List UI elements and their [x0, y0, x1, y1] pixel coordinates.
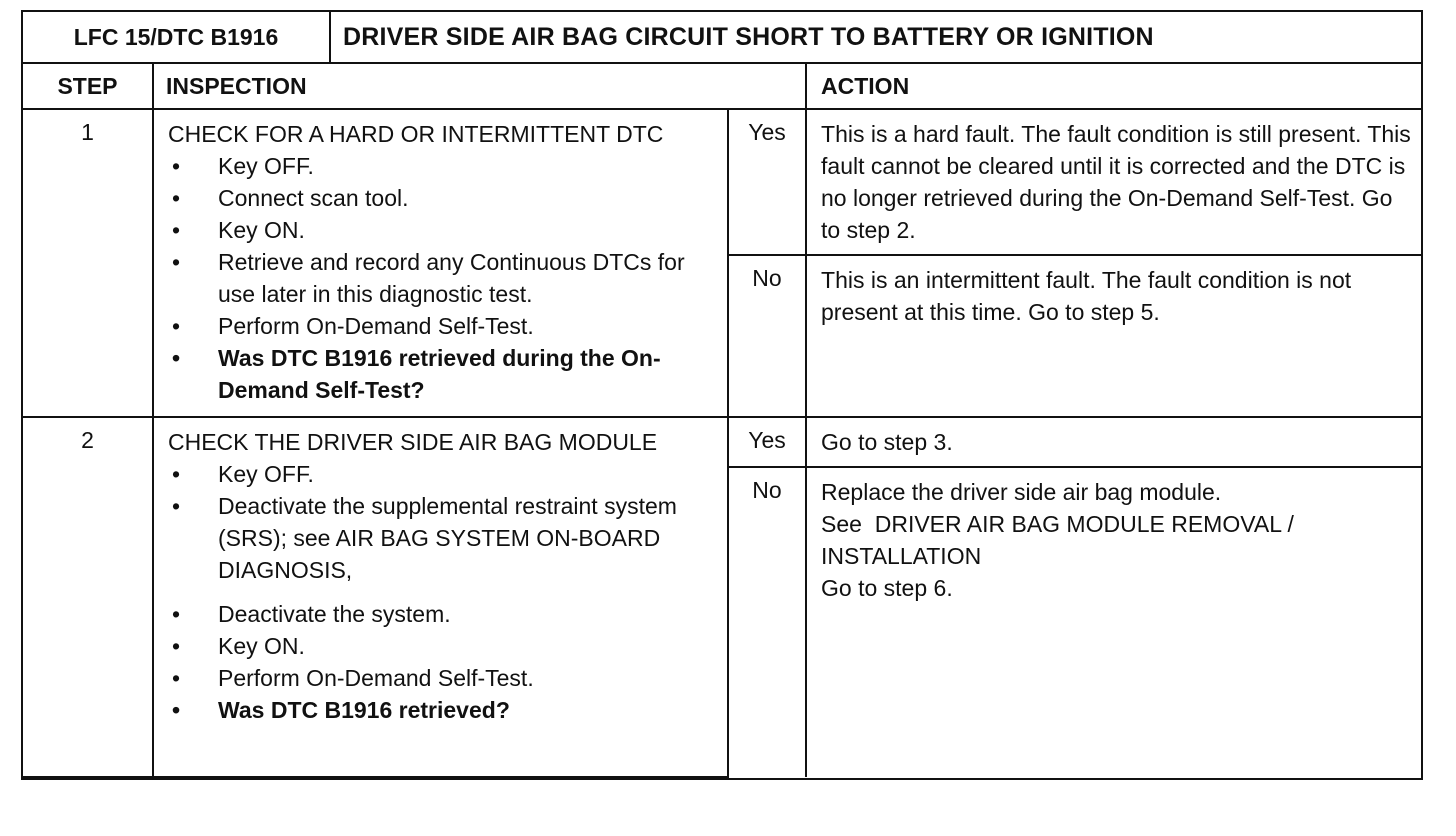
- bullet-item: • Perform On-Demand Self-Test.: [168, 662, 717, 694]
- bullet-item: • Key ON.: [168, 630, 717, 662]
- inspection-bullets: [168, 458, 717, 726]
- no-label: No: [728, 467, 806, 777]
- inspection-column-header: INSPECTION: [153, 64, 806, 109]
- no-label: No: [728, 255, 806, 417]
- yes-action: This is a hard fault. The fault condition is still present. This fault cannot be cleared until it is corrected and the DTC is no longer retrieved during the On-Demand Self-Test. Go to step 2.: [806, 109, 1421, 255]
- steps-table: [23, 64, 1421, 778]
- bullet-question: • Was DTC B1916 retrieved during the On-Demand Self-Test?: [168, 342, 717, 406]
- dtc-code: LFC 15/DTC B1916: [23, 12, 331, 62]
- bullet-item: • Retrieve and record any Continuous DTCs for use later in this diagnostic test.: [168, 246, 717, 310]
- inspection-bullets: [168, 150, 717, 406]
- no-action-line: Go to step 6.: [821, 575, 953, 601]
- no-action: This is an intermittent fault. The fault condition is not present at this time. Go to step 5.: [806, 255, 1421, 417]
- bullet-item: • Deactivate the supplemental restraint system (SRS); see AIR BAG SYSTEM ON-BOARD DIAGNOSIS,: [168, 490, 717, 586]
- step-2-inspection: [153, 417, 728, 777]
- no-action-reference: See DRIVER AIR BAG MODULE REMOVAL / INSTALLATION: [821, 511, 1301, 569]
- yes-label: Yes: [728, 109, 806, 255]
- dtc-title: DRIVER SIDE AIR BAG CIRCUIT SHORT TO BATTERY OR IGNITION: [343, 22, 1154, 51]
- column-header-row: [23, 64, 1421, 109]
- step-number: 2: [23, 417, 153, 777]
- inspection-title: CHECK THE DRIVER SIDE AIR BAG MODULE: [168, 429, 658, 455]
- action-column-header: ACTION: [806, 64, 1421, 109]
- bullet-item: • Deactivate the system.: [168, 598, 717, 630]
- step-2-yes-row: [23, 417, 1421, 467]
- title-row: [23, 12, 1421, 64]
- step-number: 1: [23, 109, 153, 417]
- bullet-item: • Key ON.: [168, 214, 717, 246]
- step-1-inspection: [153, 109, 728, 417]
- diagnostic-table: [21, 10, 1423, 780]
- bullet-item: • Key OFF.: [168, 150, 717, 182]
- bullet-question: • Was DTC B1916 retrieved?: [168, 694, 717, 726]
- no-action-line: Replace the driver side air bag module.: [821, 479, 1222, 505]
- inspection-title: CHECK FOR A HARD OR INTERMITTENT DTC: [168, 121, 664, 147]
- bullet-item: • Connect scan tool.: [168, 182, 717, 214]
- step-column-header: STEP: [23, 64, 153, 109]
- yes-label: Yes: [728, 417, 806, 467]
- step-1-yes-row: [23, 109, 1421, 255]
- bullet-item: • Perform On-Demand Self-Test.: [168, 310, 717, 342]
- yes-action: Go to step 3.: [806, 417, 1421, 467]
- bullet-item: • Key OFF.: [168, 458, 717, 490]
- no-action: [806, 467, 1421, 777]
